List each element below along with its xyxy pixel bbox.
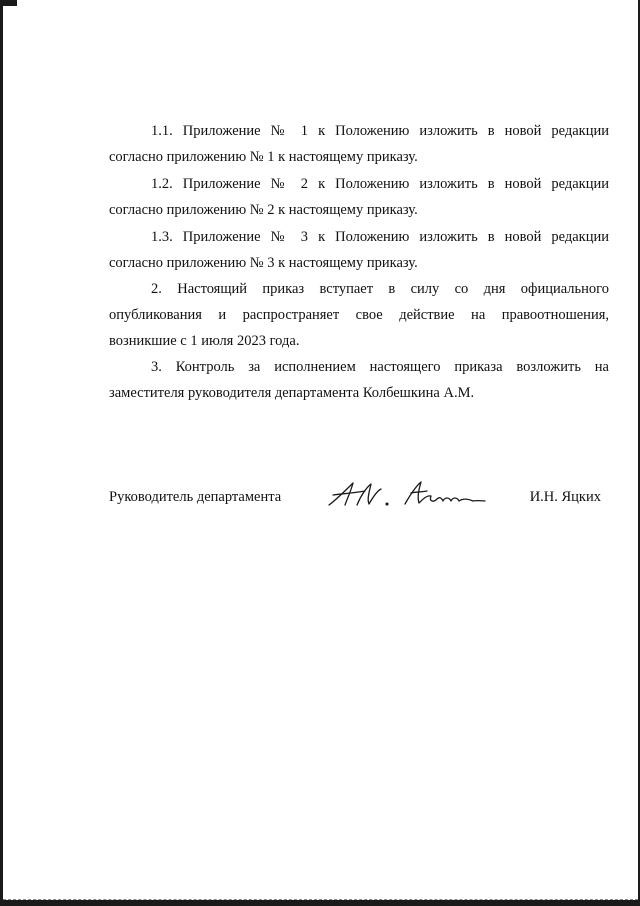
scan-edge-top — [3, 0, 17, 6]
paragraph-line: 3. Контроль за исполнением настоящего приказа возложить на — [151, 359, 609, 375]
paragraph-1-2 — [109, 171, 609, 223]
paragraph-2 — [109, 276, 609, 354]
handwritten-signature — [323, 475, 493, 515]
paragraph-line: согласно приложению № 2 к настоящему приказу. — [109, 202, 418, 218]
paragraph-line: заместителя руководителя департамента Колбешкина А.М. — [109, 385, 475, 401]
signatory-name: И.Н. Яцких — [529, 489, 601, 505]
paragraph-3 — [109, 354, 609, 406]
paragraph-line: согласно приложению № 1 к настоящему приказу. — [109, 149, 418, 165]
paragraph-line: 2. Настоящий приказ вступает в силу со дня официального — [151, 281, 609, 297]
paragraph-line: 1.3. Приложение № 3 к Положению изложить в новой редакции — [151, 229, 609, 245]
signature-block — [109, 485, 601, 509]
signatory-title: Руководитель департамента — [109, 489, 282, 505]
paragraph-1-3 — [109, 224, 609, 276]
paragraph-line: 1.2. Приложение № 2 к Положению изложить в новой редакции — [151, 176, 609, 192]
paragraph-line: опубликования и распространяет свое действие на правоотношения, — [109, 307, 609, 323]
paragraph-line: 1.1. Приложение № 1 к Положению изложить в новой редакции — [151, 123, 609, 139]
paragraph-line: согласно приложению № 3 к настоящему приказу. — [109, 255, 418, 271]
paragraph-line: возникшие с 1 июля 2023 года. — [109, 333, 300, 349]
paragraph-1-1 — [109, 118, 609, 170]
scan-edge-bottom — [3, 900, 640, 906]
